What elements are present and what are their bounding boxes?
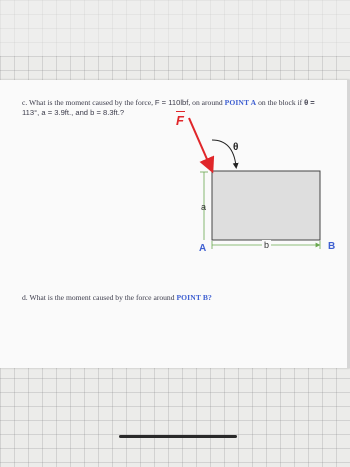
bottom-area (0, 368, 350, 467)
theta-label: θ (233, 142, 239, 153)
question-d (22, 293, 342, 303)
point-a-label: A (199, 243, 207, 254)
force-arrow (189, 118, 210, 166)
b-label: b (264, 240, 270, 250)
question-c-mid: , on around (188, 98, 225, 107)
home-indicator[interactable] (119, 435, 237, 438)
question-c-force: F = 110lbf (154, 98, 189, 107)
question-c-point: POINT A (224, 98, 257, 107)
point-b-label: B (328, 241, 336, 252)
force-label: F (176, 113, 184, 128)
a-label: a (201, 202, 207, 212)
question-c-after: on the block if (256, 98, 305, 107)
question-d-point: POINT B? (176, 293, 212, 302)
block (212, 171, 320, 240)
question-c-theta: θ = (304, 98, 315, 107)
question-c-line2: 113°, a = 3.9ft., and b = 8.3ft.? (22, 108, 125, 117)
question-c-prefix: c. What is the moment caused by the force, (22, 98, 155, 107)
force-vector-bar (176, 111, 185, 112)
question-d-prefix: d. What is the moment caused by the force around (22, 293, 177, 302)
